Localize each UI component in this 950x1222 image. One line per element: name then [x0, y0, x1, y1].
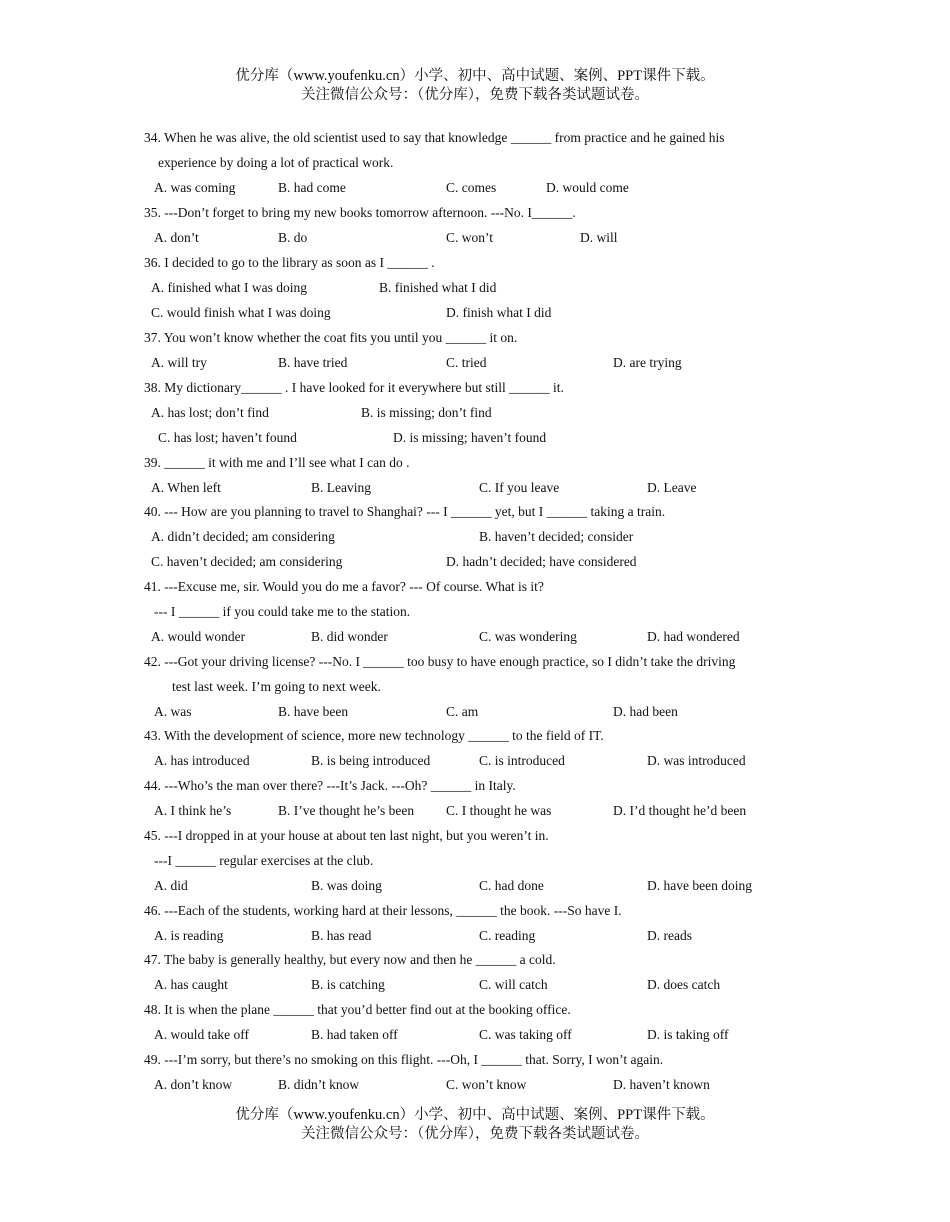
footer-line-2: 关注微信公众号：（优分库），免费下载各类试题试卷。 [301, 1126, 649, 1142]
option-49-b: B. didn’t know [278, 1077, 360, 1092]
option-36-c: C. would finish what I was doing [151, 305, 331, 320]
option-45-a: A. did [154, 878, 188, 893]
option-45-b: B. was doing [311, 878, 382, 893]
option-36-b: B. finished what I did [379, 280, 497, 295]
option-36-a: A. finished what I was doing [151, 280, 307, 295]
option-34-a: A. was coming [154, 180, 236, 195]
option-48-a: A. would take off [154, 1027, 249, 1042]
question-39-stem: 39. ______ it with me and I’ll see what I can do . [144, 455, 410, 470]
option-38-c: C. has lost; haven’t found [158, 430, 297, 445]
option-43-d: D. was introduced [647, 753, 746, 768]
option-44-c: C. I thought he was [446, 803, 552, 818]
option-37-c: C. tried [446, 355, 487, 370]
option-43-a: A. has introduced [154, 753, 250, 768]
question-37-stem: 37. You won’t know whether the coat fits you until you ______ it on. [144, 330, 518, 345]
option-39-b: B. Leaving [311, 480, 371, 495]
option-35-c: C. won’t [446, 230, 494, 245]
option-38-d: D. is missing; haven’t found [393, 430, 547, 445]
option-43-b: B. is being introduced [311, 753, 431, 768]
question-35-stem: 35. ---Don’t forget to bring my new books tomorrow afternoon. ---No. I______. [144, 205, 576, 220]
option-47-b: B. is catching [311, 977, 385, 992]
option-46-b: B. has read [311, 928, 372, 943]
option-39-c: C. If you leave [479, 480, 560, 495]
option-45-d: D. have been doing [647, 878, 752, 893]
question-36-stem: 36. I decided to go to the library as soon as I ______ . [144, 255, 435, 270]
option-37-a: A. will try [151, 355, 207, 370]
option-48-b: B. had taken off [311, 1027, 398, 1042]
footer-line-1: 优分库（www.youfenku.cn）小学、初中、高中试题、案例、PPT课件下载。 [235, 1107, 715, 1123]
option-36-d: D. finish what I did [446, 305, 552, 320]
question-48-stem: 48. It is when the plane ______ that you’d better find out at the booking office. [144, 1002, 571, 1017]
option-49-c: C. won’t know [446, 1077, 527, 1092]
option-48-d: D. is taking off [647, 1027, 729, 1042]
option-35-a: A. don’t [154, 230, 199, 245]
option-35-d: D. will [580, 230, 618, 245]
question-38-stem: 38. My dictionary______ . I have looked for it everywhere but still ______ it. [144, 380, 564, 395]
question-44-stem: 44. ---Who’s the man over there? ---It’s Jack. ---Oh? ______ in Italy. [144, 778, 516, 793]
question-34-stem-cont: experience by doing a lot of practical work. [158, 155, 394, 170]
option-38-a: A. has lost; don’t find [151, 405, 269, 420]
page-header [0, 67, 950, 105]
question-42-stem-cont: test last week. I’m going to next week. [172, 679, 381, 694]
option-37-d: D. are trying [613, 355, 682, 370]
option-39-d: D. Leave [647, 480, 697, 495]
option-34-c: C. comes [446, 180, 497, 195]
option-39-a: A. When left [151, 480, 221, 495]
header-line-1: 优分库（www.youfenku.cn）小学、初中、高中试题、案例、PPT课件下载。 [235, 68, 715, 84]
option-44-d: D. I’d thought he’d been [613, 803, 747, 818]
question-49-stem: 49. ---I’m sorry, but there’s no smoking on this flight. ---Oh, I ______ that. Sorry, I won’t again. [144, 1052, 664, 1067]
question-45-stem-cont: ---I ______ regular exercises at the club. [154, 853, 374, 868]
question-46-stem: 46. ---Each of the students, working hard at their lessons, ______ the book. ---So have I. [144, 903, 622, 918]
option-41-a: A. would wonder [151, 629, 246, 644]
page-footer [0, 1106, 950, 1144]
option-42-b: B. have been [278, 704, 349, 719]
option-37-b: B. have tried [278, 355, 348, 370]
option-49-d: D. haven’t known [613, 1077, 710, 1092]
header-line-2: 关注微信公众号：（优分库），免费下载各类试题试卷。 [301, 87, 649, 103]
option-41-d: D. had wondered [647, 629, 740, 644]
question-42-stem: 42. ---Got your driving license? ---No. I ______ too busy to have enough practice, so I didn’t take the driving [144, 654, 736, 669]
question-47-stem: 47. The baby is generally healthy, but every now and then he ______ a cold. [144, 952, 556, 967]
option-40-b: B. haven’t decided; consider [479, 529, 634, 544]
option-47-a: A. has caught [154, 977, 228, 992]
option-40-a: A. didn’t decided; am considering [151, 529, 335, 544]
option-42-c: C. am [446, 704, 479, 719]
option-46-c: C. reading [479, 928, 536, 943]
option-40-d: D. hadn’t decided; have considered [446, 554, 637, 569]
option-34-d: D. would come [546, 180, 629, 195]
question-40-stem: 40. --- How are you planning to travel to Shanghai? --- I ______ yet, but I ______ taking a train. [144, 504, 666, 519]
option-46-a: A. is reading [154, 928, 224, 943]
option-45-c: C. had done [479, 878, 544, 893]
option-43-c: C. is introduced [479, 753, 565, 768]
question-45-stem: 45. ---I dropped in at your house at about ten last night, but you weren’t in. [144, 828, 549, 843]
option-42-a: A. was [154, 704, 192, 719]
question-43-stem: 43. With the development of science, more new technology ______ to the field of IT. [144, 728, 604, 743]
question-34-stem: 34. When he was alive, the old scientist used to say that knowledge ______ from practice and he gained his [144, 130, 725, 145]
option-38-b: B. is missing; don’t find [361, 405, 492, 420]
option-40-c: C. haven’t decided; am considering [151, 554, 343, 569]
option-46-d: D. reads [647, 928, 692, 943]
option-44-b: B. I’ve thought he’s been [278, 803, 415, 818]
option-41-c: C. was wondering [479, 629, 577, 644]
option-34-b: B. had come [278, 180, 346, 195]
question-41-stem: 41. ---Excuse me, sir. Would you do me a favor? --- Of course. What is it? [144, 579, 544, 594]
option-49-a: A. don’t know [154, 1077, 233, 1092]
option-47-d: D. does catch [647, 977, 721, 992]
question-41-stem-cont: --- I ______ if you could take me to the station. [154, 604, 411, 619]
option-41-b: B. did wonder [311, 629, 388, 644]
option-47-c: C. will catch [479, 977, 548, 992]
option-42-d: D. had been [613, 704, 678, 719]
option-35-b: B. do [278, 230, 308, 245]
option-44-a: A. I think he’s [154, 803, 232, 818]
option-48-c: C. was taking off [479, 1027, 572, 1042]
